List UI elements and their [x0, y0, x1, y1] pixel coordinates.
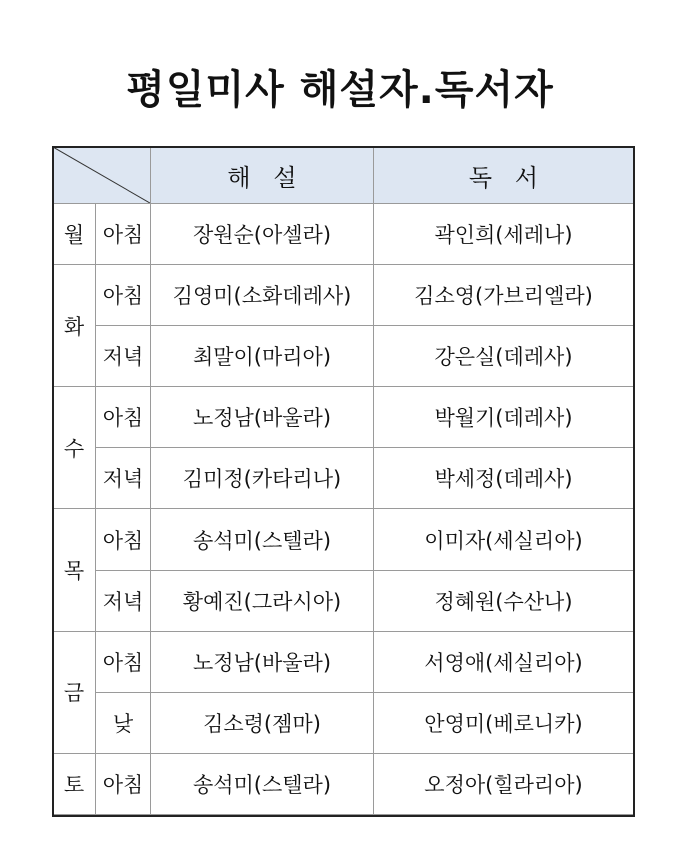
day-cell: 월 — [53, 204, 96, 265]
table-row — [53, 448, 634, 509]
time-cell: 아침 — [96, 265, 151, 326]
corner-cell — [53, 147, 151, 204]
commentator-cell: 김미정(카타리나) — [151, 448, 374, 509]
day-cell: 수 — [53, 387, 96, 509]
diagonal-divider — [53, 147, 150, 203]
table-row — [53, 265, 634, 326]
table-row — [53, 692, 634, 753]
commentator-cell: 장원순(아셀라) — [151, 204, 374, 265]
reader-cell: 곽인희(세레나) — [374, 204, 634, 265]
reader-cell: 강은실(데레사) — [374, 326, 634, 387]
time-cell: 낮 — [96, 692, 151, 753]
commentator-cell: 노정남(바울라) — [151, 387, 374, 448]
commentator-cell: 송석미(스텔라) — [151, 509, 374, 570]
commentator-cell: 황예진(그라시아) — [151, 570, 374, 631]
header-row — [53, 147, 634, 204]
reader-cell: 서영애(세실리아) — [374, 631, 634, 692]
time-cell: 아침 — [96, 387, 151, 448]
time-cell: 아침 — [96, 509, 151, 570]
table-row — [53, 509, 634, 570]
table-row — [53, 387, 634, 448]
reader-cell: 오정아(힐라리아) — [374, 753, 634, 814]
reader-cell: 정혜원(수산나) — [374, 570, 634, 631]
day-cell: 금 — [53, 631, 96, 753]
time-cell: 아침 — [96, 204, 151, 265]
time-cell: 저녁 — [96, 570, 151, 631]
table-row — [53, 631, 634, 692]
reader-header: 독 서 — [374, 147, 634, 204]
reader-cell: 이미자(세실리아) — [374, 509, 634, 570]
commentator-cell: 김영미(소화데레사) — [151, 265, 374, 326]
time-cell: 아침 — [96, 753, 151, 814]
commentator-cell: 노정남(바울라) — [151, 631, 374, 692]
table-row — [53, 570, 634, 631]
time-cell: 저녁 — [96, 326, 151, 387]
table-row — [53, 753, 634, 814]
day-cell: 목 — [53, 509, 96, 631]
page-title: 평일미사 해설자.독서자 — [126, 67, 554, 113]
table-row — [53, 204, 634, 265]
commentator-cell: 송석미(스텔라) — [151, 753, 374, 814]
reader-cell: 안영미(베로니카) — [374, 692, 634, 753]
commentator-header: 해 설 — [151, 147, 374, 204]
day-cell: 토 — [53, 753, 96, 814]
commentator-cell: 김소령(젬마) — [151, 692, 374, 753]
reader-cell: 박월기(데레사) — [374, 387, 634, 448]
time-cell: 아침 — [96, 631, 151, 692]
day-cell: 화 — [53, 265, 96, 387]
time-cell: 저녁 — [96, 448, 151, 509]
table-row — [53, 326, 634, 387]
commentator-cell: 최말이(마리아) — [151, 326, 374, 387]
reader-cell: 박세정(데레사) — [374, 448, 634, 509]
schedule-table — [52, 146, 634, 815]
reader-cell: 김소영(가브리엘라) — [374, 265, 634, 326]
